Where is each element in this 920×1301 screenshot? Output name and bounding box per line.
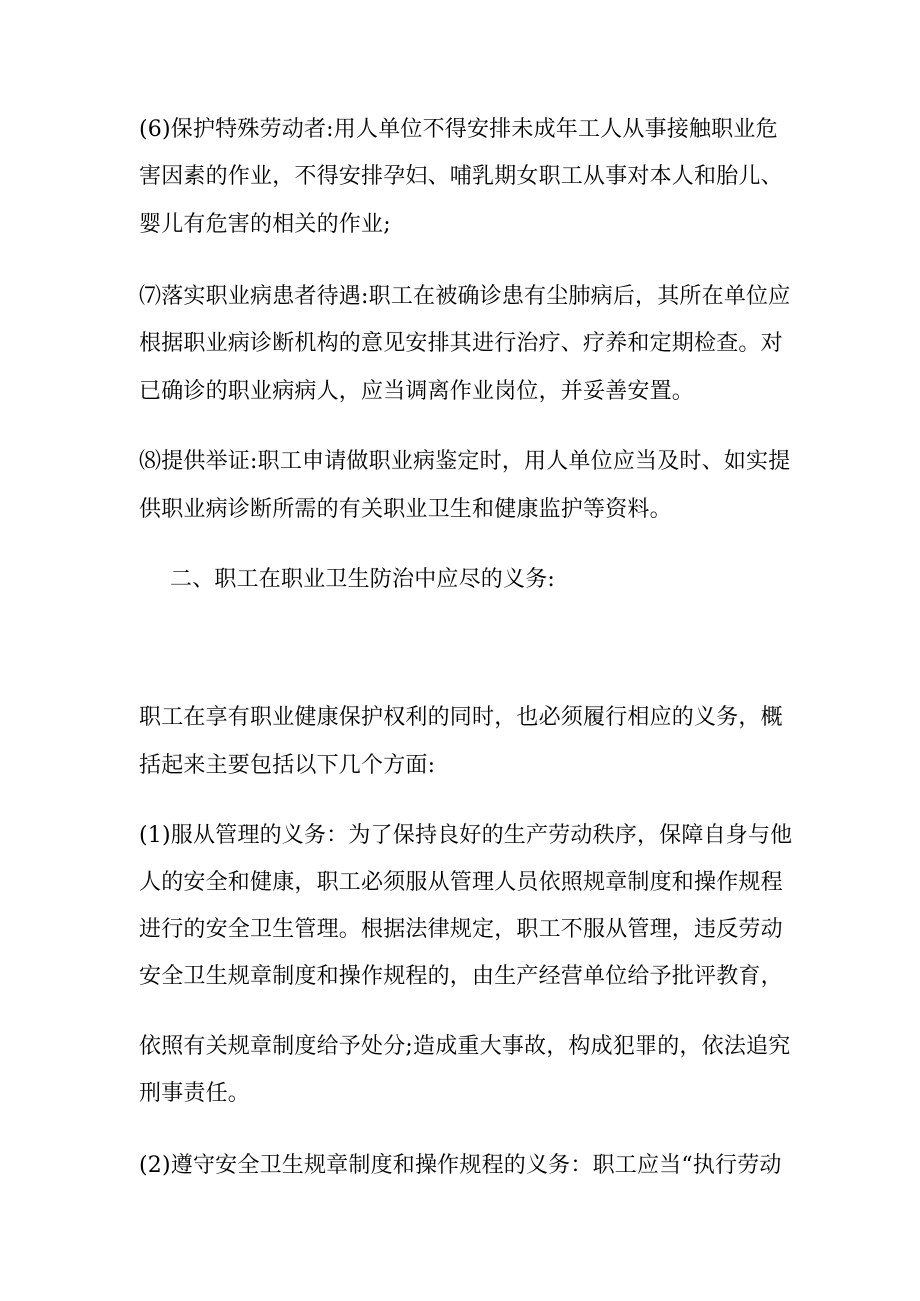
text-line: 害因素的作业，不得安排孕妇、哺乳期女职工从事对本人和胎儿、 — [139, 164, 783, 189]
text-line: 刑事责任。 — [139, 1081, 251, 1106]
text-line: (6)保护特殊劳动者:用人单位不得安排未成年工人从事接触职业危 — [139, 117, 778, 142]
text-line: 安全卫生规章制度和操作规程的，由生产经营单位给予批评教育， — [139, 964, 783, 989]
text-line: 根据职业病诊断机构的意见安排其进行治疗、疗养和定期检查。对 — [139, 331, 783, 356]
text-line: 已确诊的职业病病人，应当调离作业岗位，并妥善安置。 — [139, 379, 695, 404]
text-line: (2)遵守安全卫生规章制度和操作规程的义务：职工应当“执行劳动 — [139, 1153, 782, 1178]
section-heading: 二、职工在职业卫生防治中应尽的义务: — [170, 567, 556, 592]
text-line: 婴儿有危害的相关的作业; — [139, 212, 391, 237]
text-line: 依照有关规章制度给予处分;造成重大事故，构成犯罪的，依法追究 — [139, 1034, 791, 1059]
text-line: 供职业病诊断所需的有关职业卫生和健康监护等资料。 — [139, 497, 672, 522]
text-line: 人的安全和健康，职工必须服从管理人员依照规章制度和操作规程 — [139, 870, 783, 895]
text-line: (1)服从管理的义务：为了保持良好的生产劳动秩序，保障自身与他 — [139, 823, 793, 848]
text-line: 职工在享有职业健康保护权利的同时，也必须履行相应的义务，概 — [139, 705, 783, 730]
text-line: ⑺落实职业病患者待遇:职工在被确诊患有尘肺病后，其所在单位应 — [139, 284, 791, 309]
text-line: ⑻提供举证:职工申请做职业病鉴定时，用人单位应当及时、如实提 — [139, 449, 791, 474]
text-line: 进行的安全卫生管理。根据法律规定，职工不服从管理，违反劳动 — [139, 917, 783, 942]
text-line: 括起来主要包括以下几个方面: — [139, 753, 436, 778]
